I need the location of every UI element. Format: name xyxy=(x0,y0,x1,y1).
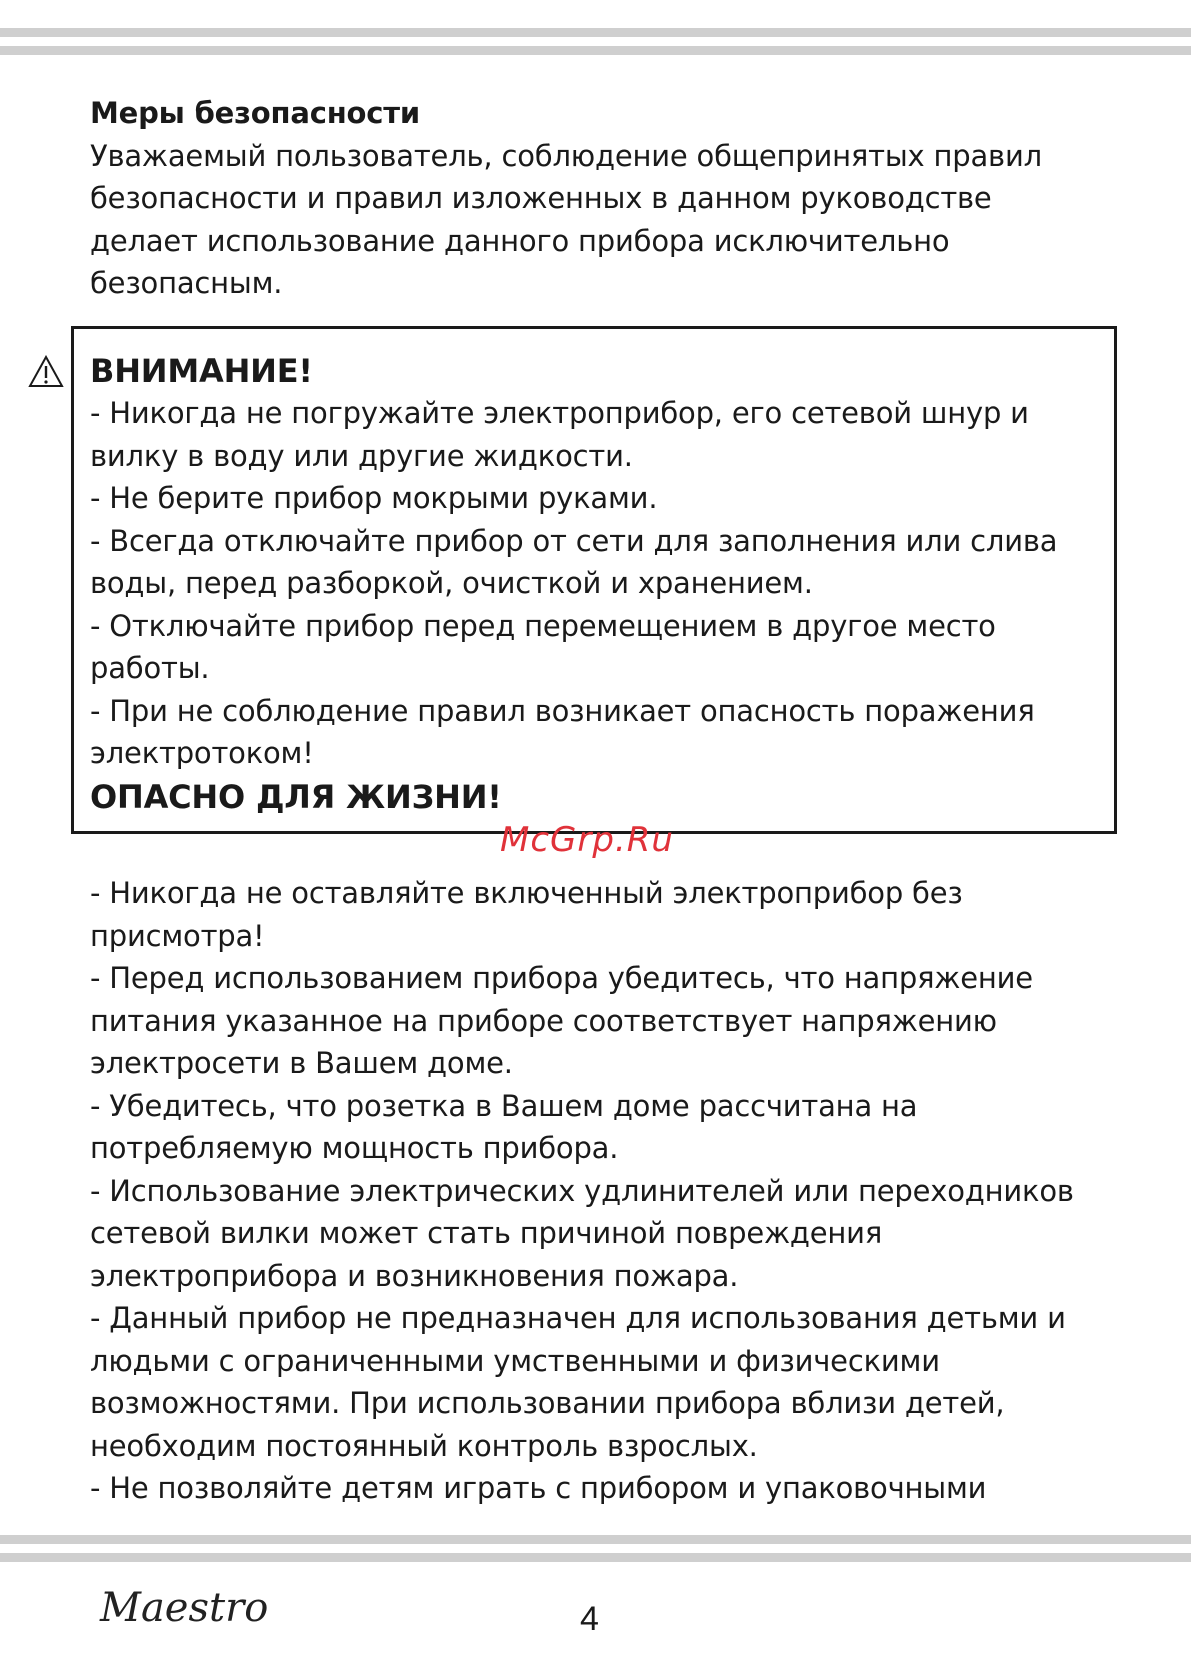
footer-rule-2 xyxy=(0,1553,1191,1562)
warning-line: - Никогда не погружайте электроприбор, его сетевой шнур и xyxy=(90,396,1029,430)
header-rule-1 xyxy=(0,28,1191,37)
page-number: 4 xyxy=(580,1600,599,1638)
intro-section xyxy=(90,92,1100,305)
warning-line: работы. xyxy=(90,651,210,685)
warning-line: - Всегда отключайте прибор от сети для заполнения или слива xyxy=(90,523,1058,558)
intro-line: безопасности и правил изложенных в данном руководстве xyxy=(90,181,992,215)
body-line: электросети в Вашем доме. xyxy=(90,1046,513,1080)
body-line: людьми с ограниченными умственными и физическими xyxy=(90,1343,940,1378)
body-line: электроприбора и возникновения пожара. xyxy=(90,1258,739,1293)
warning-title: ВНИМАНИЕ! xyxy=(90,352,313,390)
body-line: - Данный прибор не предназначен для использования детьми и xyxy=(90,1301,1066,1335)
warning-line: электротоком! xyxy=(90,736,314,770)
header-rule-2 xyxy=(0,46,1191,55)
body-line: питания указанное на приборе соответствует напряжению xyxy=(90,1003,997,1038)
footer-rule-1 xyxy=(0,1535,1191,1544)
body-line: потребляемую мощность прибора. xyxy=(90,1131,619,1165)
brand-logo xyxy=(100,1585,290,1655)
intro-line: Уважаемый пользователь, соблюдение общепринятых правил xyxy=(90,138,1042,173)
body-line: - Не позволяйте детям играть с прибором и упаковочными xyxy=(90,1471,987,1505)
warning-line: воды, перед разборкой, очисткой и хранением. xyxy=(90,566,813,600)
body-line: возможностями. При использовании прибора вблизи детей, xyxy=(90,1386,1005,1420)
intro-line: безопасным. xyxy=(90,266,283,300)
warning-line: - Не берите прибор мокрыми руками. xyxy=(90,481,658,515)
danger-notice: ОПАСНО ДЛЯ ЖИЗНИ! xyxy=(90,777,502,816)
warning-line: - Отключайте прибор перед перемещением в другое место xyxy=(90,608,996,643)
section-title: Меры безопасности xyxy=(90,96,420,130)
logo-text: Maestro xyxy=(100,1585,269,1631)
body-line: - Использование электрических удлинителей или переходников xyxy=(90,1173,1074,1208)
warning-line: - При не соблюдение правил возникает опасность поражения xyxy=(90,693,1035,728)
warning-triangle-icon xyxy=(28,355,64,388)
body-line: - Перед использованием прибора убедитесь, что напряжение xyxy=(90,961,1033,995)
body-section xyxy=(90,872,1100,1510)
warning-content xyxy=(90,350,1100,819)
body-line: - Никогда не оставляйте включенный электроприбор без xyxy=(90,876,963,910)
body-line: - Убедитесь, что розетка в Вашем доме рассчитана на xyxy=(90,1088,918,1123)
intro-line: делает использование данного прибора исключительно xyxy=(90,223,950,258)
body-line: сетевой вилки может стать причиной повреждения xyxy=(90,1216,883,1250)
watermark[interactable]: McGrp.Ru xyxy=(500,820,674,860)
body-line: присмотра! xyxy=(90,918,265,953)
body-line: необходим постоянный контроль взрослых. xyxy=(90,1428,758,1463)
warning-line: вилку в воду или другие жидкости. xyxy=(90,438,633,473)
